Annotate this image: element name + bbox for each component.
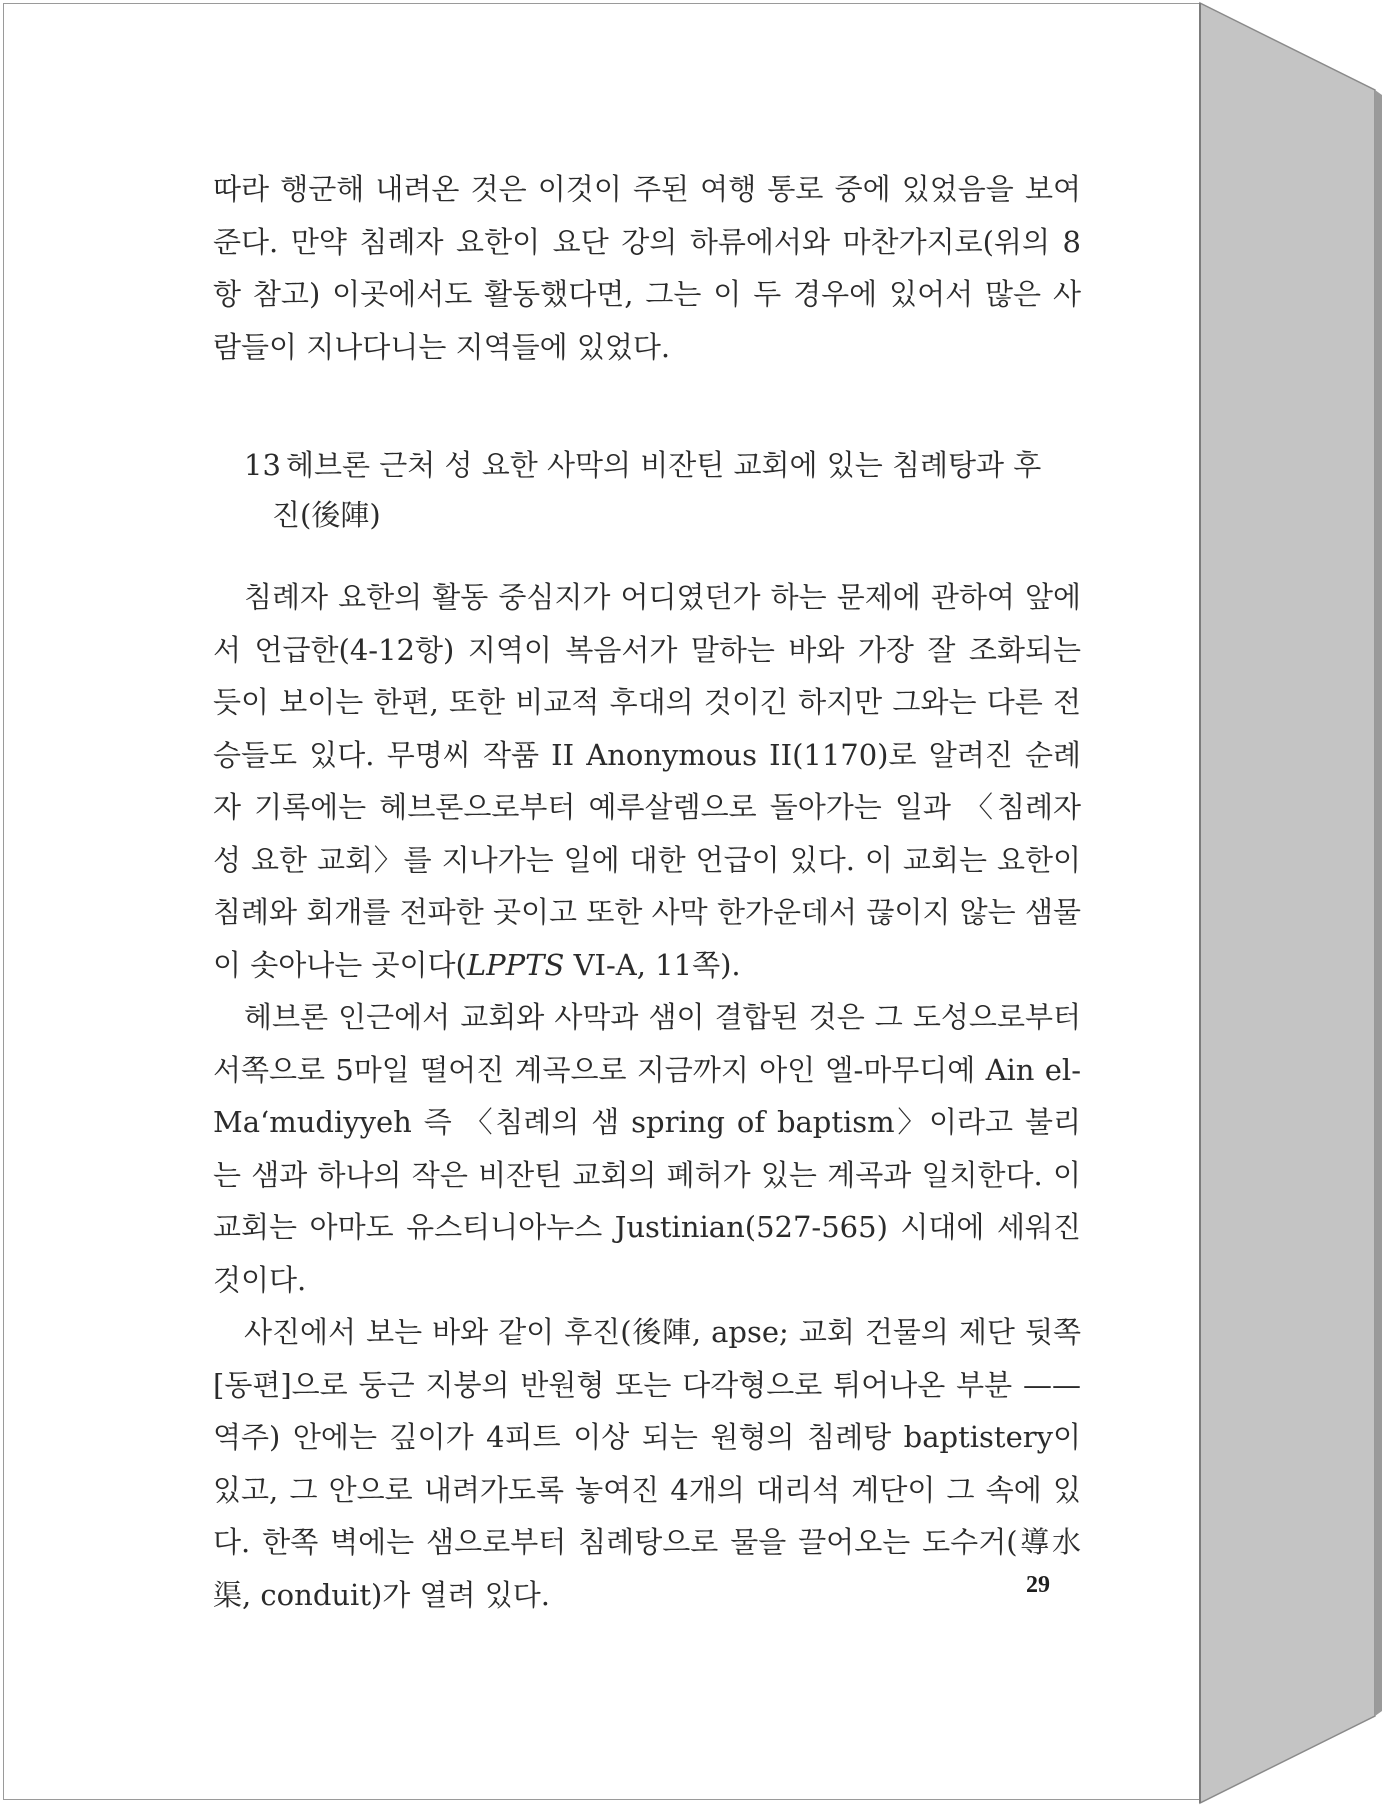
page-body [213, 163, 1081, 1621]
paragraph-2 [213, 571, 1081, 991]
section-title-line-2: 진(後陣) [272, 498, 381, 532]
paragraph-2-tail: VI-A, 11쪽). [564, 947, 741, 982]
paragraph-2-citation: LPPTS [466, 947, 565, 982]
section-number: 13 [244, 448, 281, 482]
paragraph-3: 헤브론 인근에서 교회와 사막과 샘이 결합된 것은 그 도성으로부터 서쪽으로 5마일 떨어진 계곡으로 지금까지 아인 엘-마무디예 Ain el-Ma‘mudiyyeh 즉 〈침례의 샘 spring of baptism〉이라고 불리는 샘과 하나의 작은 비잔틴 교회의 폐허가 있는 계곡과 일치한다. 이 교회는 아마도 유스티니아누스 Justinian(527-565) 시대에 세워진 것이다. [213, 1000, 1081, 1297]
section-heading [213, 440, 1081, 540]
paragraph-2-text: 침례자 요한의 활동 중심지가 어디였던가 하는 문제에 관하여 앞에서 언급한(4-12항) 지역이 복음서가 말하는 바와 가장 잘 조화되는 듯이 보이는 한편, 또한 비교적 후대의 것이긴 하지만 그와는 다른 전승들도 있다. 무명씨 작품 II Anonymous II(1170)로 알려진 순례자 기록에는 헤브론으로부터 예루살렘으로 돌아가는 일과 〈침례자 성 요한 교회〉를 지나가는 일에 대한 언급이 있다. 이 교회는 요한이 침례와 회개를 전파한 곳이고 또한 사막 한가운데서 끊이지 않는 샘물이 솟아나는 곳이다( [213, 580, 1081, 982]
paragraph-4: 사진에서 보는 바와 같이 후진(後陣, apse; 교회 건물의 제단 뒷쪽[동편]으로 둥근 지붕의 반원형 또는 다각형으로 튀어나온 부분 —— 역주) 안에는 깊이가 4피트 이상 되는 원형의 침례탕 baptistery이 있고, 그 안으로 내려가도록 놓여진 4개의 대리석 계단이 그 속에 있다. 한쪽 벽에는 샘으로부터 침례탕으로 물을 끌어오는 도수거(導水渠, conduit)가 열려 있다. [213, 1315, 1081, 1612]
page-number: 29 [1026, 1572, 1050, 1598]
section-title-line-1: 헤브론 근처 성 요한 사막의 비잔틴 교회에 있는 침례탕과 후 [286, 448, 1042, 482]
paragraph-1: 따라 행군해 내려온 것은 이것이 주된 여행 통로 중에 있었음을 보여 준다. 만약 침례자 요한이 요단 강의 하류에서와 마찬가지로(위의 8항 참고) 이곳에서도 활동했다면, 그는 이 두 경우에 있어서 많은 사람들이 지나다니는 지역들에 있었다. [213, 172, 1081, 364]
